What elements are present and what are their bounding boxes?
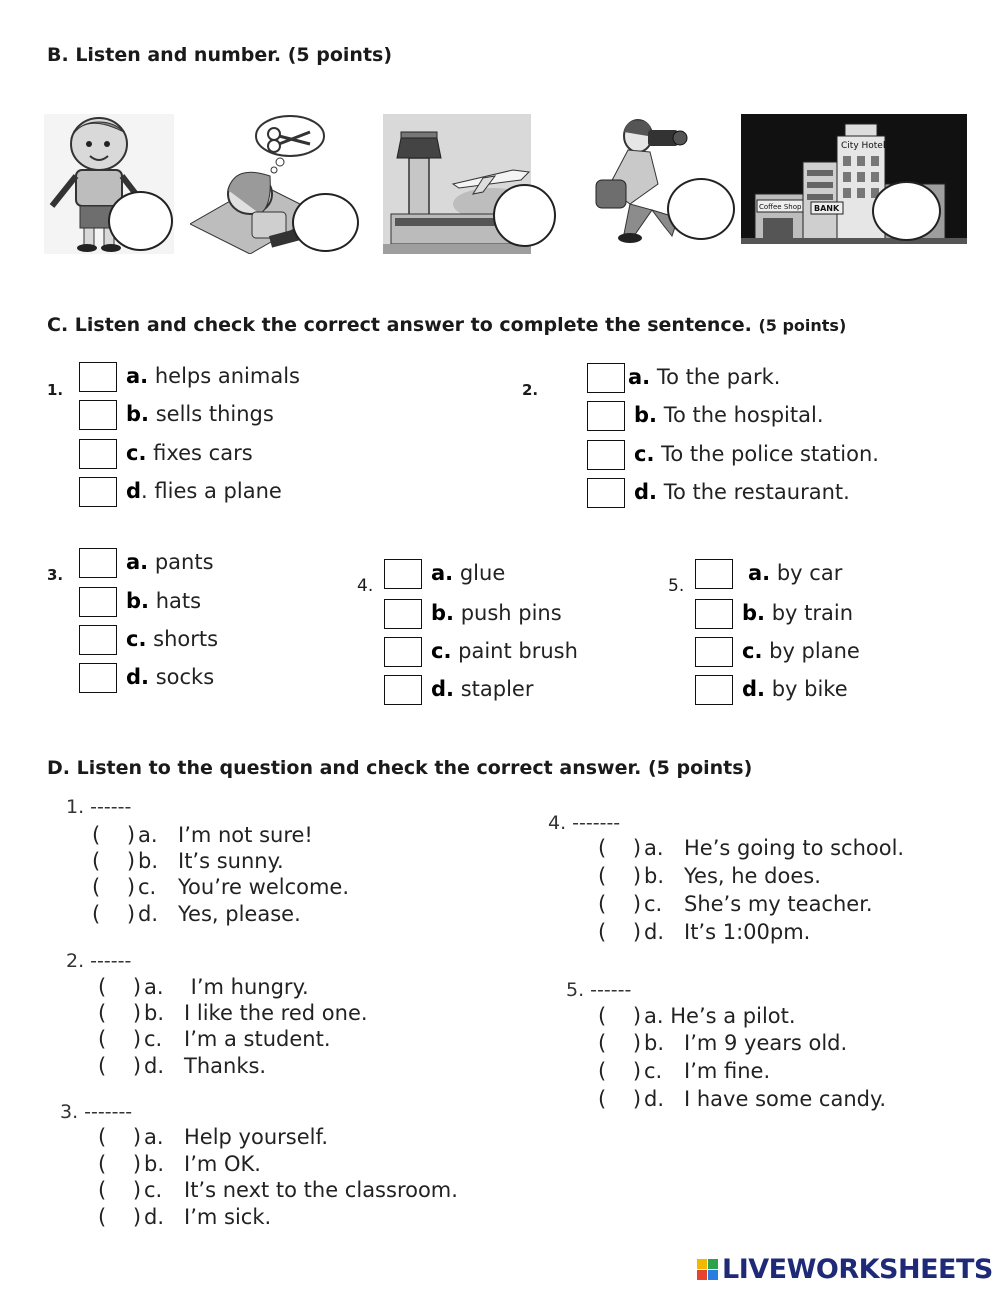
option-label: b. sells things — [126, 402, 274, 426]
option-label: c. paint brush — [431, 639, 578, 663]
answer-option: ( ) b. It’s sunny. — [92, 849, 284, 873]
answer-option: ( ) b. I’m OK. — [98, 1152, 261, 1176]
checkbox[interactable] — [79, 400, 117, 430]
answer-option: ( ) c. I’m fine. — [598, 1059, 771, 1083]
section-c-heading: C. Listen and check the correct answer to complete the sentence. (5 points) — [47, 314, 847, 336]
option-label: c. fixes cars — [126, 441, 253, 465]
answer-option: ( ) c. You’re welcome. — [92, 875, 350, 899]
question-label: 1. ------ — [66, 796, 132, 818]
checkbox[interactable] — [384, 637, 422, 667]
checkbox[interactable] — [79, 477, 117, 507]
answer-parens[interactable]: ( ) — [92, 849, 136, 873]
answer-option: ( ) a. He’s a pilot. — [598, 1004, 796, 1028]
logo-mark-icon — [697, 1259, 718, 1280]
option-label: c. To the police station. — [634, 442, 879, 466]
option-label: c. by plane — [742, 639, 860, 663]
checkbox[interactable] — [79, 439, 117, 469]
city-hotel-sign: City Hotel — [841, 141, 886, 151]
option-label: d. flies a plane — [126, 479, 282, 503]
question-number: 1. — [47, 381, 64, 399]
question-label: 3. ------- — [60, 1101, 133, 1123]
answer-parens[interactable]: ( ) — [98, 1125, 142, 1149]
question-label: 4. ------- — [548, 812, 621, 834]
logo-text: LIVEWORKSHEETS — [722, 1253, 993, 1285]
answer-parens[interactable]: ( ) — [98, 1205, 142, 1229]
answer-parens[interactable]: ( ) — [98, 1027, 142, 1051]
answer-parens[interactable]: ( ) — [598, 836, 642, 860]
answer-parens[interactable]: ( ) — [598, 1031, 642, 1055]
answer-option: ( ) d. It’s 1:00pm. — [598, 920, 811, 944]
answer-option: ( ) c. I’m a student. — [98, 1027, 331, 1051]
answer-parens[interactable]: ( ) — [598, 1004, 642, 1028]
checkbox[interactable] — [79, 587, 117, 617]
answer-option: ( ) a. I’m not sure! — [92, 823, 313, 847]
answer-parens[interactable]: ( ) — [598, 1087, 642, 1111]
answer-parens[interactable]: ( ) — [98, 1152, 142, 1176]
answer-parens[interactable]: ( ) — [98, 1178, 142, 1202]
checkbox[interactable] — [695, 559, 733, 589]
answer-option: ( ) b. I’m 9 years old. — [598, 1031, 848, 1055]
section-b-heading: B. Listen and number. (5 points) — [47, 44, 393, 66]
checkbox[interactable] — [587, 440, 625, 470]
answer-option: ( ) b. I like the red one. — [98, 1001, 368, 1025]
option-label: a. glue — [431, 561, 506, 585]
option-label: b. push pins — [431, 601, 562, 625]
checkbox[interactable] — [384, 599, 422, 629]
checkbox[interactable] — [587, 363, 625, 393]
question-label: 5. ------ — [566, 979, 632, 1001]
answer-option: ( ) a. Help yourself. — [98, 1125, 329, 1149]
answer-oval-1[interactable] — [108, 191, 173, 251]
option-label: a. by car — [748, 561, 843, 585]
answer-option: ( ) b. Yes, he does. — [598, 864, 821, 888]
option-label: d. by bike — [742, 677, 848, 701]
option-label: b. by train — [742, 601, 854, 625]
checkbox[interactable] — [79, 548, 117, 578]
option-label: d. stapler — [431, 677, 534, 701]
checkbox[interactable] — [587, 401, 625, 431]
option-label: a. helps animals — [126, 364, 300, 388]
option-label: d. To the restaurant. — [634, 480, 850, 504]
question-label: 2. ------ — [66, 950, 132, 972]
answer-parens[interactable]: ( ) — [92, 823, 136, 847]
checkbox[interactable] — [587, 478, 625, 508]
answer-option: ( ) a. I’m hungry. — [98, 975, 309, 999]
answer-oval-2[interactable] — [292, 193, 359, 252]
question-number: 4. — [357, 576, 374, 596]
answer-option: ( ) d. I’m sick. — [98, 1205, 272, 1229]
option-label: d. socks — [126, 665, 215, 689]
section-d-heading: D. Listen to the question and check the correct answer. (5 points) — [47, 757, 753, 779]
coffee-shop-sign: Coffee Shop — [759, 203, 802, 211]
question-number: 2. — [522, 381, 539, 399]
option-label: a. pants — [126, 550, 214, 574]
answer-option: ( ) a. He’s going to school. — [598, 836, 905, 860]
bank-sign: BANK — [814, 204, 840, 213]
answer-option: ( ) d. Yes, please. — [92, 902, 301, 926]
answer-parens[interactable]: ( ) — [598, 864, 642, 888]
checkbox[interactable] — [384, 559, 422, 589]
option-label: b. hats — [126, 589, 202, 613]
answer-oval-4[interactable] — [667, 178, 735, 240]
answer-parens[interactable]: ( ) — [98, 1054, 142, 1078]
checkbox[interactable] — [384, 675, 422, 705]
answer-parens[interactable]: ( ) — [598, 892, 642, 916]
checkbox[interactable] — [695, 599, 733, 629]
answer-parens[interactable]: ( ) — [92, 902, 136, 926]
checkbox[interactable] — [695, 637, 733, 667]
question-number: 3. — [47, 566, 64, 584]
answer-parens[interactable]: ( ) — [598, 1059, 642, 1083]
answer-oval-3[interactable] — [493, 184, 556, 247]
checkbox[interactable] — [79, 362, 117, 392]
answer-parens[interactable]: ( ) — [98, 975, 142, 999]
answer-parens[interactable]: ( ) — [92, 875, 136, 899]
checkbox[interactable] — [79, 625, 117, 655]
question-number: 5. — [668, 576, 685, 596]
answer-option: ( ) c. It’s next to the classroom. — [98, 1178, 458, 1202]
option-label: c. shorts — [126, 627, 219, 651]
answer-parens[interactable]: ( ) — [98, 1001, 142, 1025]
answer-option: ( ) c. She’s my teacher. — [598, 892, 873, 916]
answer-parens[interactable]: ( ) — [598, 920, 642, 944]
option-label: a. To the park. — [628, 365, 781, 389]
checkbox[interactable] — [79, 663, 117, 693]
liveworksheets-logo — [697, 1253, 993, 1285]
answer-option: ( ) d. I have some candy. — [598, 1087, 887, 1111]
answer-option: ( ) d. Thanks. — [98, 1054, 267, 1078]
option-label: b. To the hospital. — [634, 403, 824, 427]
answer-oval-5[interactable] — [872, 181, 941, 241]
checkbox[interactable] — [695, 675, 733, 705]
